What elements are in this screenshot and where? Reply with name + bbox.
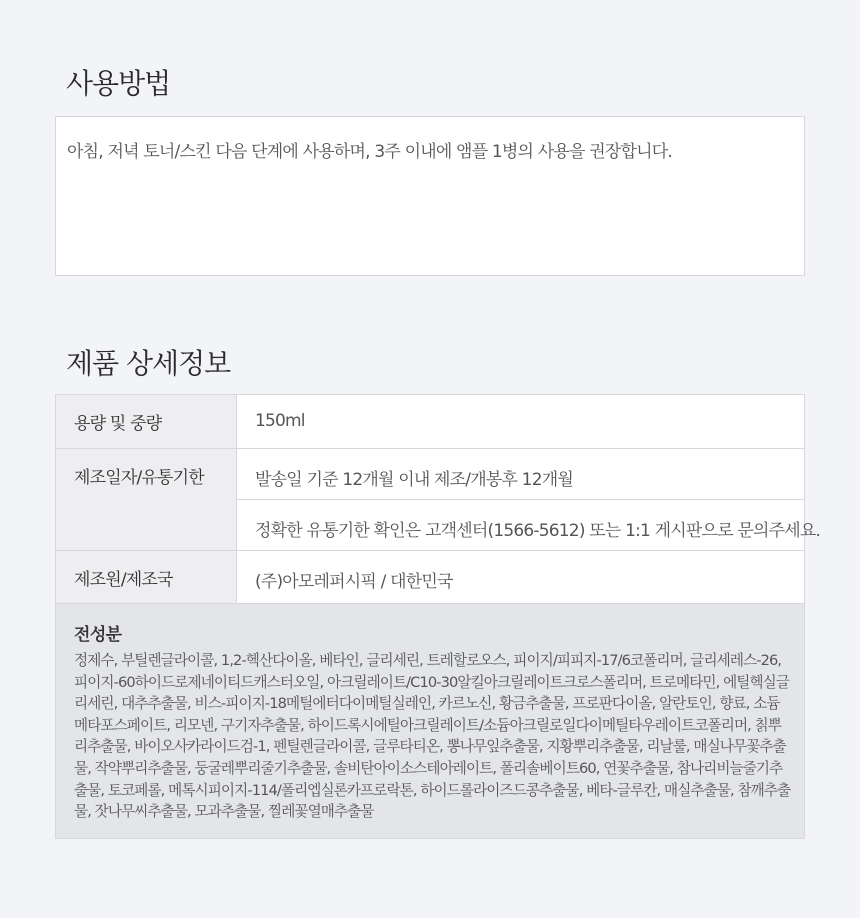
row-label-manufacturer: 제조원/제조국 (56, 551, 237, 604)
detail-section-title: 제품 상세정보 (66, 347, 231, 380)
row-value-expiry: 발송일 기준 12개월 이내 제조/개봉후 12개월 (237, 449, 805, 500)
row-label-capacity: 용량 및 중량 (56, 395, 237, 449)
row-value-capacity: 150ml (237, 395, 805, 449)
row-label-expiry: 제조일자/유통기한 (56, 449, 237, 551)
ingredients-label: 전성분 (74, 625, 122, 645)
table-row (56, 395, 805, 449)
row-value-manufacturer: (주)아모레퍼시픽 / 대한민국 (237, 551, 805, 604)
usage-section-title: 사용방법 (66, 67, 171, 100)
product-detail-table (55, 394, 821, 604)
ingredients-list: 정제수, 부틸렌글라이콜, 1,2-헥산다이올, 베타인, 글리세린, 트레할로오스, 피이지/피피지-17/6코폴리머, 글리세레스-26, 피이지-60하이드로제네이티드캐스터오일, 아크릴레이트/C10-30알킬아크릴레이트크로스폴리머, 트로메타민, 에틸헥실글리세린, 대추추출물, 비스-피이지-18메틸에터다이메틸실레인, 카르노신, 황금추출물, 프로판다이올, 알란토인, 향료, 소듐메타포스페이트, 리모넨, 구기자추출물, 하이드록시에틸아크릴레이트/소듐아크릴로일다이메틸타우레이트코폴리머, 칡뿌리추출물, 바이오사카라이드검-1, 펜틸렌글라이콜, 글루타티온, 뽕나무잎추출물, 지황뿌리추출물, 리날룰, 매실나무꽃추출물, 작약뿌리추출물, 둥굴레뿌리줄기추출물, 솔비탄아이소스테아레이트, 폴리솔베이트60, 연꽃추출물, 참나리비늘줄기추출물, 토코페롤, 메톡시피이지-114/폴리엡실론카프로락톤, 하이드롤라이즈드콩추출물, 베타-글루칸, 매실추출물, 참깨추출물, 잣나무씨추출물, 모과추출물, 찔레꽃열매추출물 (74, 652, 791, 821)
row-value-expiry-note: 정확한 유통기한 확인은 고객센터(1566-5612) 또는 1:1 게시판으로 문의주세요. (237, 500, 805, 551)
usage-box (55, 116, 805, 276)
table-row (56, 551, 805, 604)
ingredients-panel (55, 603, 805, 839)
table-row (56, 449, 805, 500)
usage-description: 아침, 저녁 토너/스킨 다음 단계에 사용하며, 3주 이내에 앰플 1병의 사용을 권장합니다. (67, 142, 672, 162)
